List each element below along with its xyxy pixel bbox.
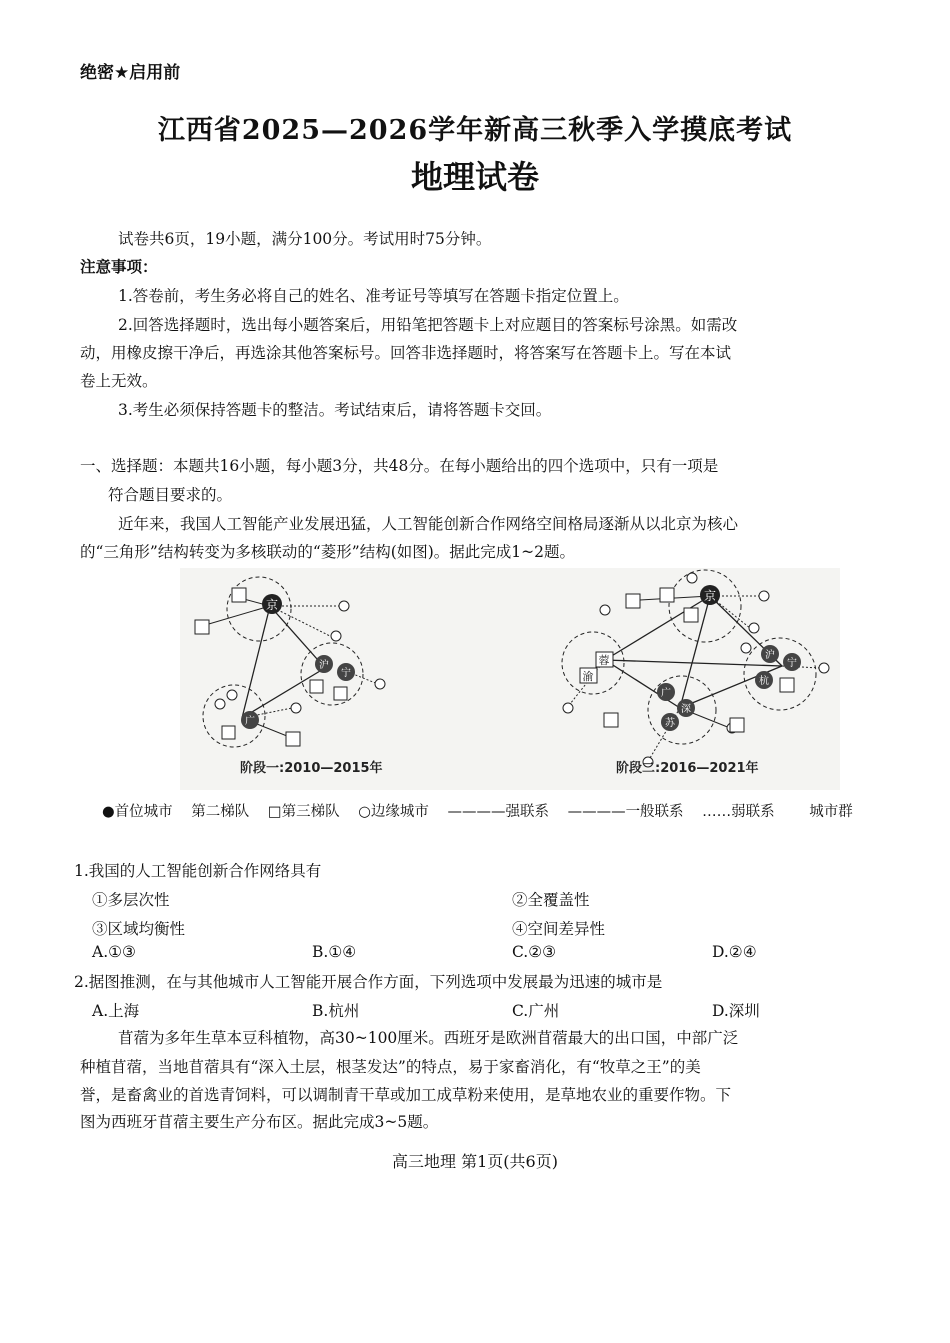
exam-summary: 试卷共6页，19小题，满分100分。考试用时75分钟。 <box>118 230 492 248</box>
q2-option-d: D.深圳 <box>712 1002 760 1020</box>
section-1-heading-line-1: 一、选择题：本题共16小题，每小题3分，共48分。在每小题给出的四个选项中，只有一项是 <box>80 457 719 475</box>
exam-title: 江西省2025—2026学年新高三秋季入学摸底考试 <box>157 115 793 146</box>
third-tier-city <box>286 732 300 746</box>
third-tier-city <box>195 620 209 634</box>
passage-2-line-3: 誉，是畜禽业的首选青饲料，可以调制青干草或加工成草粉来使用，是草地农业的重要作物。下 <box>80 1086 732 1104</box>
city-label-jing: 京 <box>265 598 279 612</box>
city-label-hu: 沪 <box>319 660 329 671</box>
edge-city <box>339 601 349 611</box>
notice-title: 注意事项： <box>80 258 158 276</box>
edge-city <box>563 703 573 713</box>
city-label-hu: 沪 <box>765 650 775 661</box>
q1-statement-2: ②全覆盖性 <box>512 891 590 909</box>
city-label-shen: 深 <box>681 704 691 715</box>
notice-item-2-line-3: 卷上无效。 <box>80 372 158 390</box>
third-tier-city <box>222 726 235 739</box>
q1-option-c: C.②③ <box>512 943 557 961</box>
passage-1-line-1: 近年来，我国人工智能产业发展迅猛，人工智能创新合作网络空间格局逐渐从以北京为核心 <box>118 515 739 533</box>
legend-third-tier: □第三梯队 <box>267 804 340 820</box>
passage-2-line-4: 图为西班牙苜蓿主要生产分布区。据此完成3~5题。 <box>80 1113 439 1131</box>
question-2-stem: 2.据图推测，在与其他城市人工智能开展合作方面，下列选项中发展最为迅速的城市是 <box>74 973 663 991</box>
section-1-heading-line-2: 符合题目要求的。 <box>108 486 233 504</box>
third-tier-city <box>604 713 618 727</box>
edge-city <box>687 573 697 583</box>
q2-option-c: C.广州 <box>512 1002 560 1020</box>
city-label-ning: 宁 <box>787 658 797 669</box>
figure-legend <box>102 798 882 827</box>
stage-2-label: 阶段二:2016—2021年 <box>616 761 759 776</box>
notice-item-1: 1.答卷前，考生务必将自己的姓名、准考证号等填写在答题卡指定位置上。 <box>118 287 629 305</box>
edge-city <box>215 699 225 709</box>
city-label-hang: 杭 <box>759 676 769 687</box>
subject-title: 地理试卷 <box>410 158 539 196</box>
q2-option-b: B.杭州 <box>312 1002 360 1020</box>
city-label-rong: 蓉 <box>598 654 610 667</box>
question-1-stem: 1.我国的人工智能创新合作网络具有 <box>74 862 322 880</box>
third-tier-city <box>684 608 698 622</box>
legend-general-link: ————一般联系 <box>567 804 684 820</box>
q1-statement-4: ④空间差异性 <box>512 920 606 938</box>
edge-city <box>375 679 385 689</box>
third-tier-city <box>310 680 323 693</box>
q1-statement-1: ①多层次性 <box>92 891 170 909</box>
third-tier-city <box>334 687 347 700</box>
q1-option-b: B.①④ <box>312 943 357 961</box>
page-footer: 高三地理 第1页(共6页) <box>392 1152 558 1171</box>
city-label-ning: 宁 <box>341 668 351 679</box>
edge-city <box>819 663 829 673</box>
ai-network-figure <box>180 568 840 790</box>
edge-city <box>600 605 610 615</box>
edge-city <box>749 623 759 633</box>
third-tier-city <box>730 718 744 732</box>
passage-1-line-2: 的“三角形”结构转变为多核联动的“菱形”结构(如图)。据此完成1~2题。 <box>80 543 576 561</box>
edge-city <box>291 703 301 713</box>
legend-city-cluster: 城市群 <box>809 804 853 820</box>
notice-item-2-line-1: 2.回答选择题时，选出每小题答案后，用铅笔把答题卡上对应题目的答案标号涂黑。如需改 <box>118 316 738 334</box>
edge-city <box>227 690 237 700</box>
edge-city <box>741 643 751 653</box>
passage-2-line-1: 苜蓿为多年生草本豆科植物，高30~100厘米。西班牙是欧洲苜蓿最大的出口国，中部广泛 <box>118 1029 739 1047</box>
edge-city <box>759 591 769 601</box>
edge-city <box>331 631 341 641</box>
legend-weak-link: ……弱联系 <box>702 804 775 820</box>
third-tier-city <box>232 588 246 602</box>
legend-strong-link: ————强联系 <box>447 804 549 820</box>
passage-2-line-2: 种植苜蓿，当地苜蓿具有“深入土层，根茎发达”的特点，易于家畜消化，有“牧草之王”的美 <box>80 1058 701 1076</box>
city-label-jing: 京 <box>703 589 717 603</box>
q1-statement-3: ③区域均衡性 <box>92 920 186 938</box>
legend-second-tier: 第二梯队 <box>191 804 250 820</box>
notice-item-2-line-2: 动，用橡皮擦干净后，再选涂其他答案标号。回答非选择题时，将答案写在答题卡上。写在本试 <box>80 344 732 362</box>
q1-option-d: D.②④ <box>712 943 757 961</box>
third-tier-city <box>660 588 674 602</box>
third-tier-city <box>626 594 640 608</box>
city-label-guang: 广 <box>245 716 255 727</box>
confidential-mark: 绝密★启用前 <box>80 63 181 83</box>
city-label-su: 苏 <box>665 718 675 729</box>
q2-option-a: A.上海 <box>92 1002 140 1020</box>
city-label-guang: 广 <box>661 688 671 699</box>
legend-edge-city: ○边缘城市 <box>358 804 429 820</box>
city-label-yu: 渝 <box>582 670 594 683</box>
legend-first-city: ●首位城市 <box>102 804 173 820</box>
stage-1-label: 阶段一:2010—2015年 <box>240 761 383 776</box>
notice-item-3: 3.考生必须保持答题卡的整洁。考试结束后，请将答题卡交回。 <box>118 401 552 419</box>
q1-option-a: A.①③ <box>92 943 136 961</box>
third-tier-city <box>780 678 794 692</box>
